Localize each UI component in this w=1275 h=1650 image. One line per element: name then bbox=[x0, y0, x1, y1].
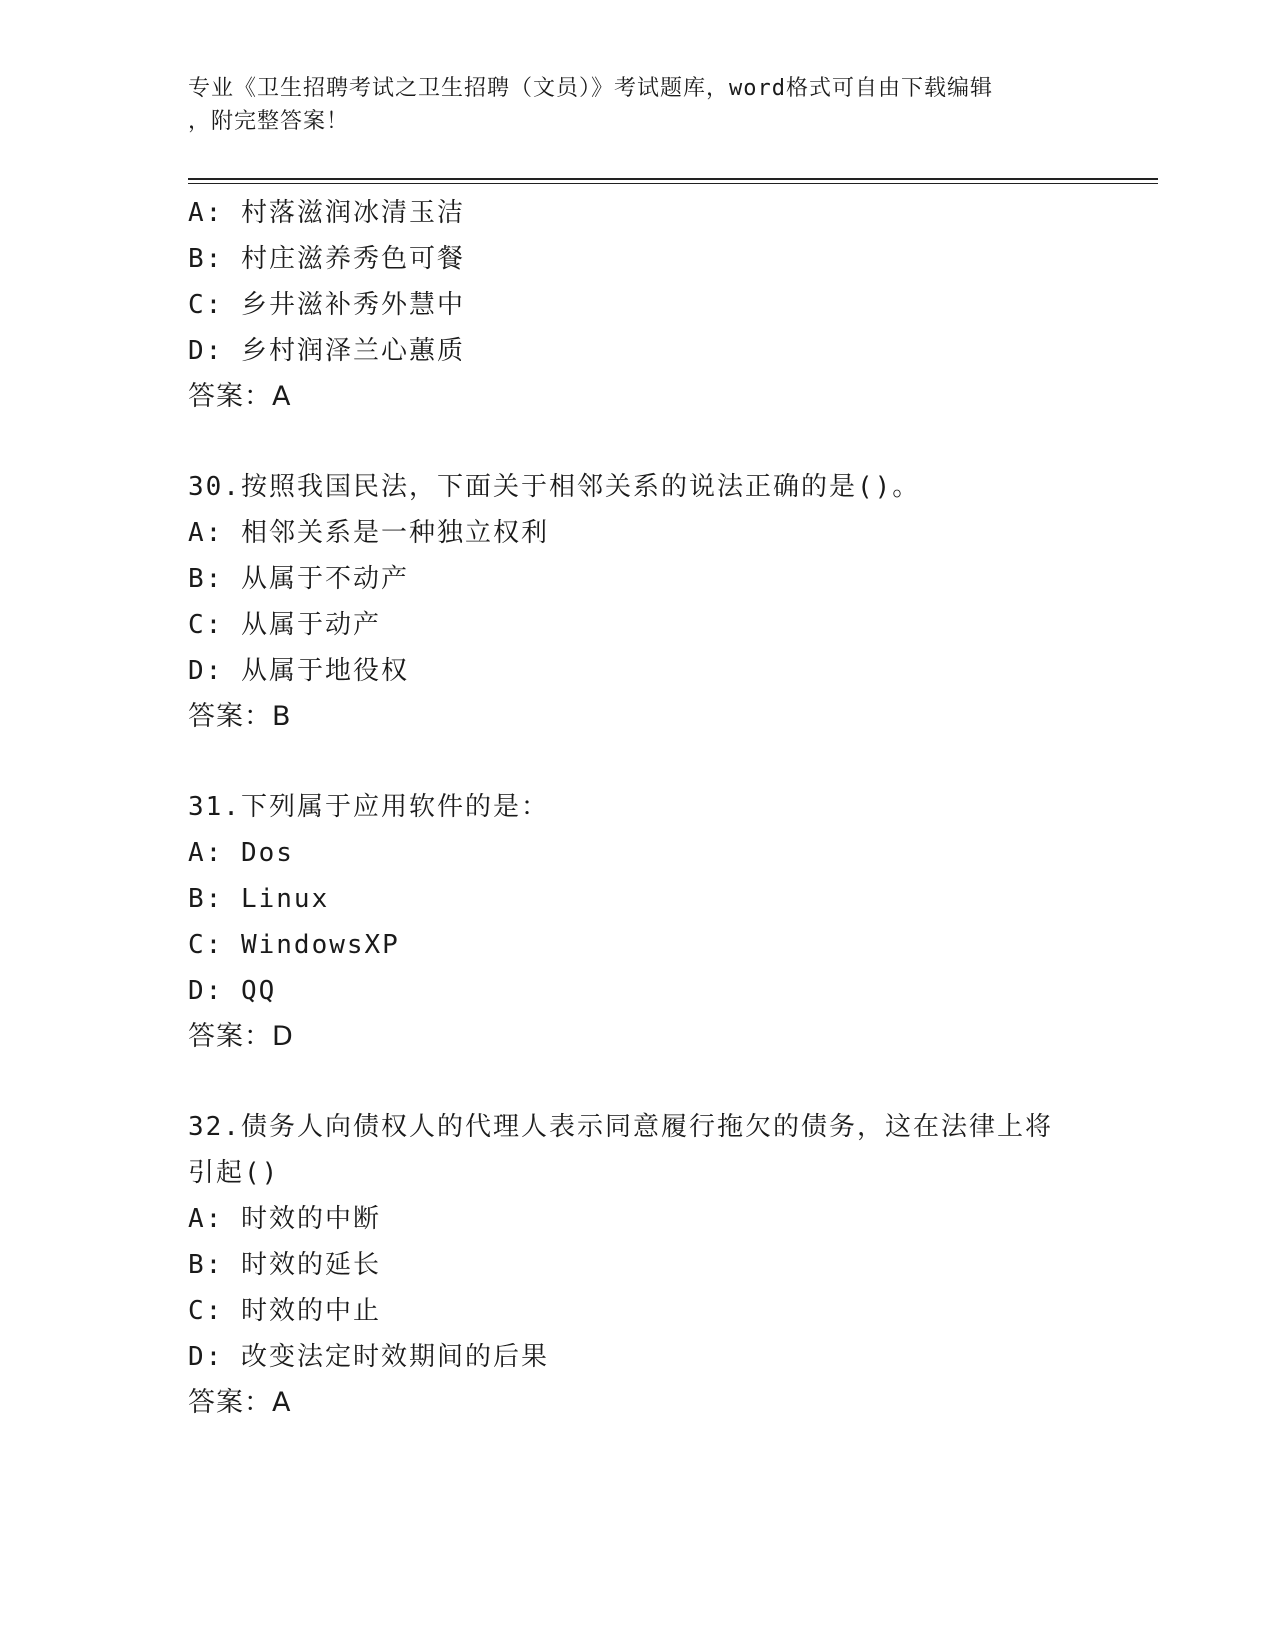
question-list bbox=[188, 190, 1108, 1426]
option-c: C: 从属于动产 bbox=[188, 610, 381, 640]
option-a: A: Dos bbox=[188, 838, 294, 868]
spacer bbox=[188, 420, 1108, 464]
option-a: A: 时效的中断 bbox=[188, 1204, 381, 1234]
option-c: C: WindowsXP bbox=[188, 930, 400, 960]
spacer bbox=[188, 1060, 1108, 1104]
option-b: B: Linux bbox=[188, 884, 330, 914]
header-divider-thick bbox=[188, 178, 1158, 180]
header-line-1: 专业《卫生招聘考试之卫生招聘（文员）》考试题库，word格式可自由下载编辑 bbox=[188, 76, 993, 101]
option-d: D: 乡村润泽兰心蕙质 bbox=[188, 336, 465, 366]
question-stem: 30.按照我国民法，下面关于相邻关系的说法正确的是()。 bbox=[188, 472, 921, 502]
option-d: D: QQ bbox=[188, 976, 277, 1006]
question-29 bbox=[188, 190, 1108, 420]
answer: 答案：A bbox=[188, 1387, 292, 1418]
question-30 bbox=[188, 464, 1108, 740]
header-line-2: ，附完整答案！ bbox=[188, 109, 350, 134]
question-stem-line-1: 32.债务人向债权人的代理人表示同意履行拖欠的债务，这在法律上将 bbox=[188, 1112, 1053, 1142]
option-d: D: 改变法定时效期间的后果 bbox=[188, 1342, 549, 1372]
option-b: B: 时效的延长 bbox=[188, 1250, 381, 1280]
option-a: A: 相邻关系是一种独立权利 bbox=[188, 518, 549, 548]
answer: 答案：A bbox=[188, 381, 292, 412]
spacer bbox=[188, 740, 1108, 784]
header-divider-thin bbox=[188, 183, 1158, 184]
option-c: C: 时效的中止 bbox=[188, 1296, 381, 1326]
question-32 bbox=[188, 1104, 1108, 1426]
document-header bbox=[188, 72, 1088, 138]
option-a: A: 村落滋润冰清玉洁 bbox=[188, 198, 465, 228]
answer: 答案：D bbox=[188, 1021, 294, 1052]
option-b: B: 从属于不动产 bbox=[188, 564, 409, 594]
question-stem-line-2: 引起() bbox=[188, 1158, 280, 1188]
option-b: B: 村庄滋养秀色可餐 bbox=[188, 244, 465, 274]
option-d: D: 从属于地役权 bbox=[188, 656, 409, 686]
answer: 答案：B bbox=[188, 701, 292, 732]
option-c: C: 乡井滋补秀外慧中 bbox=[188, 290, 465, 320]
question-31 bbox=[188, 784, 1108, 1060]
question-stem: 31.下列属于应用软件的是： bbox=[188, 792, 549, 822]
